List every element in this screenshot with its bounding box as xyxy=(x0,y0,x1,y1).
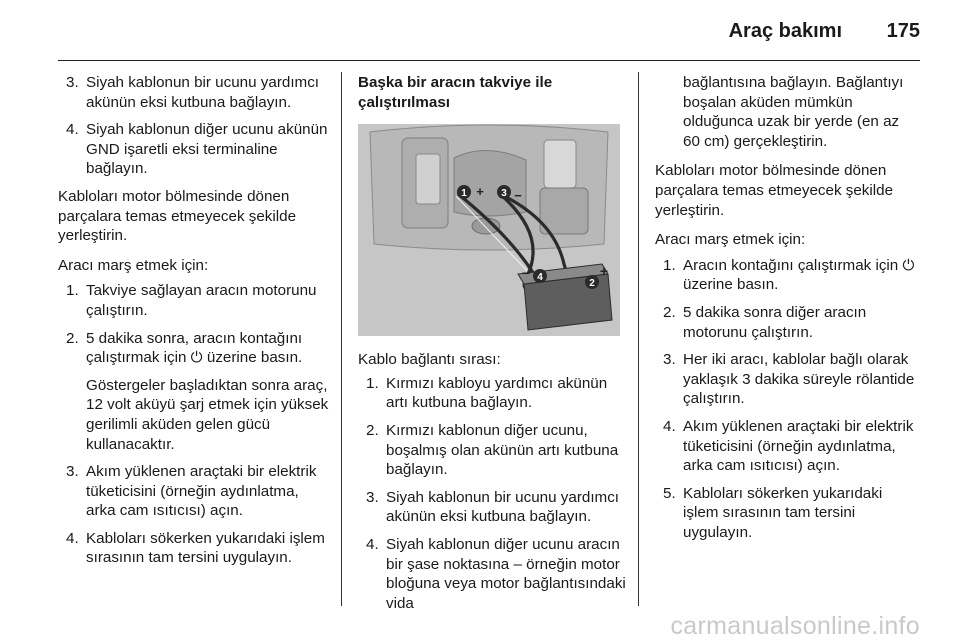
page-header xyxy=(0,0,960,60)
paragraph: bağlantısına bağlayın. Bağlantıyı boşalan aküden mümkün olduğunca uzak bir yerde (en az 60 cm) gerçekleştirin. xyxy=(683,74,904,150)
list-item: 2. 5 dakika sonra, aracın kontağını çalıştırmak için ⏻ üzerine basın. Göstergeler başladıktan sonra araç, 12 volt aküyü şarj etmek için yüksek gerilimli aküden gelen gücü kullanacaktır. xyxy=(66,329,329,453)
list-item: 5. Kabloları sökerken yukarıdaki işlem sırasının tam tersini uygulayın. xyxy=(663,484,883,541)
sign-plus-1: + xyxy=(476,184,484,200)
column-3 xyxy=(655,73,920,550)
list-item: 2. 5 dakika sonra diğer aracın motorunu çalıştırın. xyxy=(663,303,867,341)
paragraph: Aracı marş etmek için: xyxy=(58,256,209,274)
page-number: 175 xyxy=(886,20,920,42)
list-item: 1. Aracın kontağını çalıştırmak için ⏻ üzerine basın. xyxy=(663,256,915,294)
figure-caption: Kablo bağlantı sırası: xyxy=(358,351,501,369)
list-item: 1. Kırmızı kabloyu yardımcı akünün artı kutbuna bağlayın. xyxy=(366,374,608,412)
list-item: 3. Akım yüklenen araçtaki bir elektrik tüketicisini (örneğin aydınlatma, arka cam ısıtıcısı) açın. xyxy=(66,463,317,520)
header-rule xyxy=(58,60,920,61)
jump-start-illustration xyxy=(358,124,620,336)
column-divider-1 xyxy=(341,72,342,606)
watermark: carmanualsonline.info xyxy=(670,612,920,640)
marker-1: 1 xyxy=(461,188,467,200)
column-1 xyxy=(58,73,330,576)
column-divider-2 xyxy=(638,72,639,606)
column-2 xyxy=(358,73,626,621)
paragraph: Aracı marş etmek için: xyxy=(655,231,806,249)
sign-plus-2: + xyxy=(599,263,609,280)
list-item: 4. Siyah kablonun diğer ucunu aracın bir şase noktasına – örneğin motor bloğuna veya motor bağlantısındaki vida xyxy=(366,535,626,612)
chapter-title: Araç bakımı xyxy=(728,20,842,42)
list-item: 3. Siyah kablonun bir ucunu yardımcı akünün eksi kutbuna bağlayın. xyxy=(66,74,320,111)
marker-3: 3 xyxy=(501,188,507,200)
list-item: 1. Takviye sağlayan aracın motorunu çalıştırın. xyxy=(66,282,317,319)
list-item: 3. Her iki aracı, kablolar bağlı olarak yaklaşık 3 dakika süreyle rölantide çalıştırın. xyxy=(663,351,915,408)
list-item: 4. Akım yüklenen araçtaki bir elektrik tüketicisini (örneğin aydınlatma, arka cam ısıtıcısı) açın. xyxy=(663,417,914,475)
marker-4: 4 xyxy=(537,272,543,284)
paragraph: Kabloları motor bölmesinde dönen parçalara temas etmeyecek şekilde yerleştirin. xyxy=(58,187,297,245)
section-title: Başka bir aracın takviye ile çalıştırılması xyxy=(358,74,553,111)
sign-minus-3: − xyxy=(514,188,522,204)
paragraph: Kabloları motor bölmesinde dönen parçalara temas etmeyecek şekilde yerleştirin. xyxy=(655,162,894,219)
list-item: 4. Siyah kablonun diğer ucunu akünün GND işaretli eksi terminaline bağlayın. xyxy=(66,121,328,178)
list-item: 4. Kabloları sökerken yukarıdaki işlem sırasının tam tersini uygulayın. xyxy=(66,529,325,567)
sign-minus-4: − xyxy=(521,265,531,282)
marker-2: 2 xyxy=(589,278,595,290)
list-item: 3. Siyah kablonun bir ucunu yardımcı akünün eksi kutbuna bağlayın. xyxy=(366,488,620,526)
list-item: 2. Kırmızı kablonun diğer ucunu, boşalmış olan akünün artı kutbuna bağlayın. xyxy=(366,421,619,479)
